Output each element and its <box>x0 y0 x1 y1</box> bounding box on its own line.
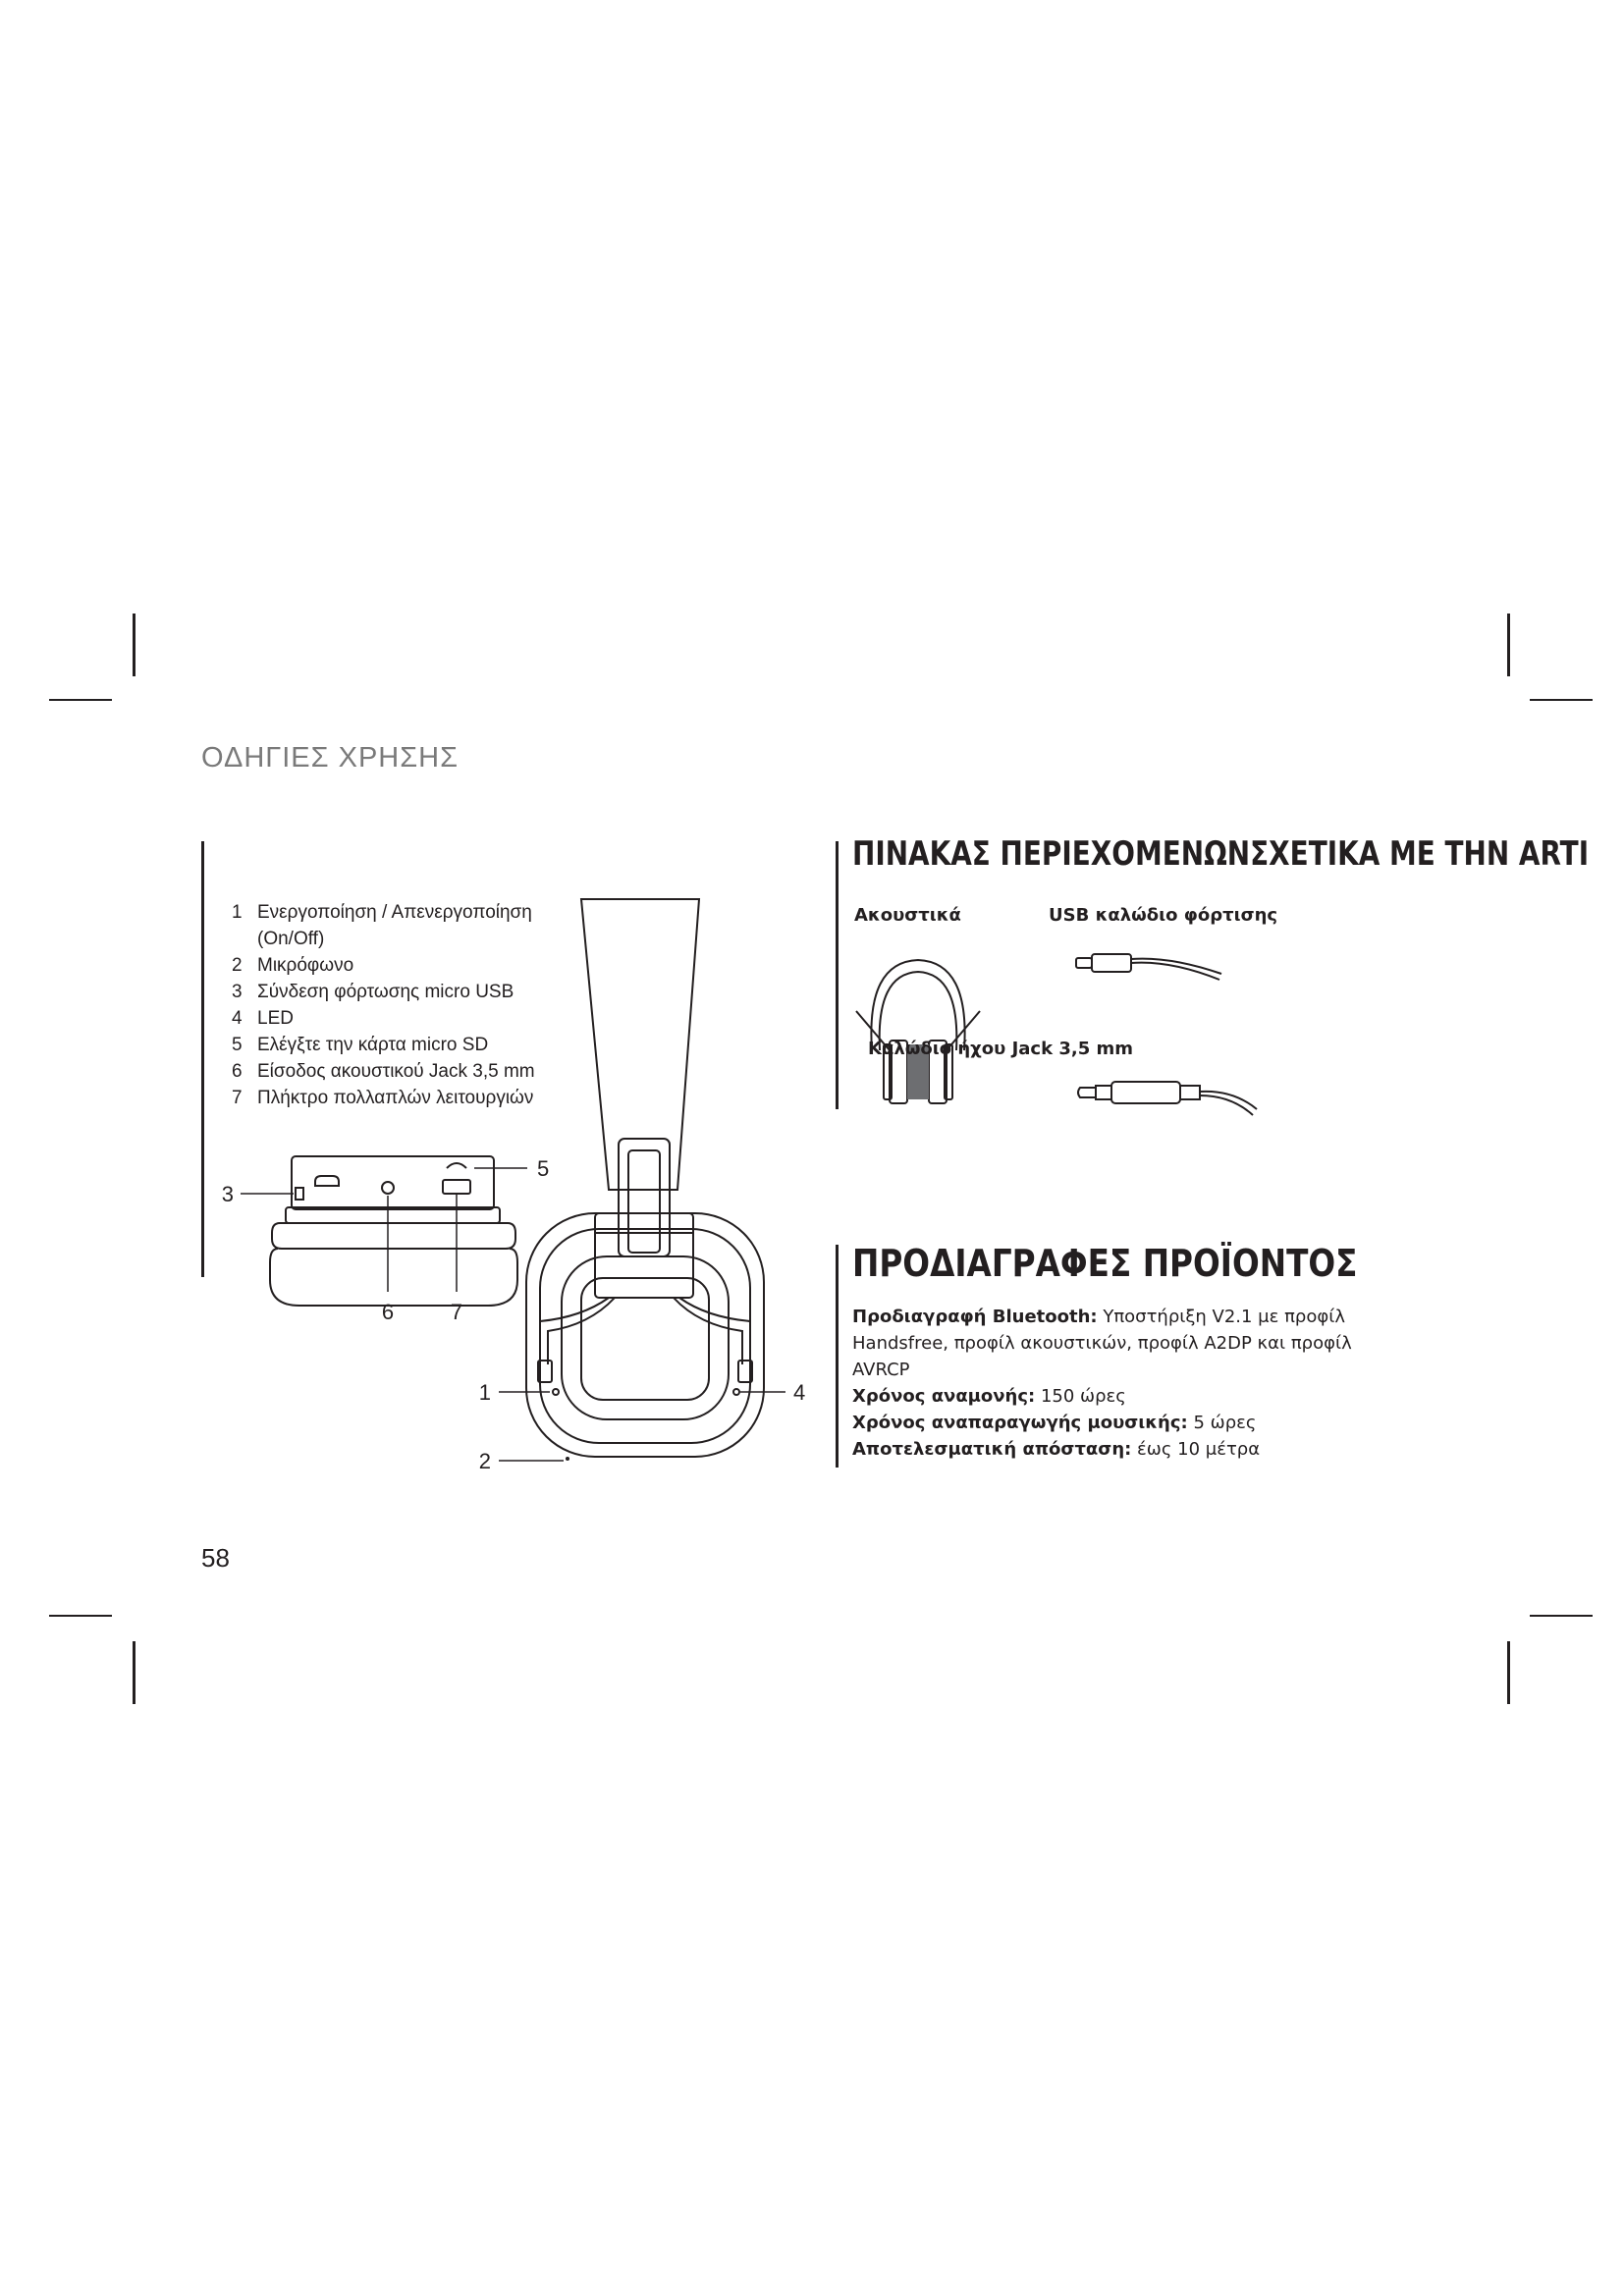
jack-cable-icon <box>1076 1070 1263 1119</box>
usb-cable-label: USB καλώδιο φόρτισης <box>1049 905 1278 926</box>
headphone-front-diagram <box>471 893 825 1482</box>
specs-title: ΠΡΟΔΙΑΓΡΑΦΕΣ ΠΡΟΪΟΝΤΟΣ <box>852 1242 1358 1285</box>
crop-mark <box>1507 1641 1510 1704</box>
callout-7: 7 <box>450 1300 463 1324</box>
jack-cable-label: Καλώδιο ήχου Jack 3,5 mm <box>868 1039 1133 1059</box>
crop-mark <box>1530 699 1593 701</box>
callout-3: 3 <box>221 1182 234 1206</box>
list-item: 7 Πλήκτρο πολλαπλών λειτουργιών <box>232 1088 534 1108</box>
headphones-icon <box>844 942 992 1119</box>
list-item: 2 Μικρόφωνο <box>232 955 354 976</box>
spec-standby: Χρόνος αναμονής: 150 ώρες <box>852 1386 1126 1407</box>
callout-2: 2 <box>478 1449 491 1473</box>
microphone-dot <box>566 1457 569 1461</box>
list-item: 6 Είσοδος ακουστικού Jack 3,5 mm <box>232 1061 535 1082</box>
list-item: 5 Ελέγξτε την κάρτα micro SD <box>232 1035 489 1055</box>
spec-playback: Χρόνος αναπαραγωγής μουσικής: 5 ώρες <box>852 1413 1257 1433</box>
usb-cable-icon <box>1072 944 1229 988</box>
callout-6: 6 <box>381 1300 395 1324</box>
specs-section-rule <box>836 1245 839 1468</box>
list-item: 3 Σύνδεση φόρτωσης micro USB <box>232 982 514 1002</box>
list-item: 4 LED <box>232 1008 294 1029</box>
page-number: 58 <box>201 1543 230 1573</box>
crop-mark <box>1530 1615 1593 1617</box>
headphones-label: Ακουστικά <box>854 905 961 926</box>
callout-4: 4 <box>793 1380 806 1405</box>
crop-mark <box>133 614 135 676</box>
left-column-rule <box>201 841 204 1277</box>
contents-title: ΠΙΝΑΚΑΣ ΠΕΡΙΕΧΟΜΕΝΩΝΣΧΕΤΙΚΑ ΜΕ ΤΗΝ ARTI <box>852 834 1590 874</box>
spec-range: Αποτελεσματική απόσταση: έως 10 μέτρα <box>852 1439 1261 1460</box>
specs-body <box>852 1304 1402 1463</box>
list-item: 1 Ενεργοποίηση / Απενεργοποίηση (On/Off) <box>232 902 532 949</box>
page-header: ΟΔΗΓΙΕΣ ΧΡΗΣΗΣ <box>201 742 460 774</box>
callout-1: 1 <box>478 1380 491 1405</box>
spec-bluetooth: Προδιαγραφή Bluetooth: Υποστήριξη V2.1 με προφίλ Handsfree, προφίλ ακουστικών, προφίλ A2DP και προφίλ AVRCP <box>852 1307 1352 1380</box>
crop-mark <box>49 1615 112 1617</box>
contents-section-rule <box>836 841 839 1109</box>
crop-mark <box>133 1641 135 1704</box>
crop-mark <box>49 699 112 701</box>
crop-mark <box>1507 614 1510 676</box>
callout-5: 5 <box>537 1156 550 1181</box>
